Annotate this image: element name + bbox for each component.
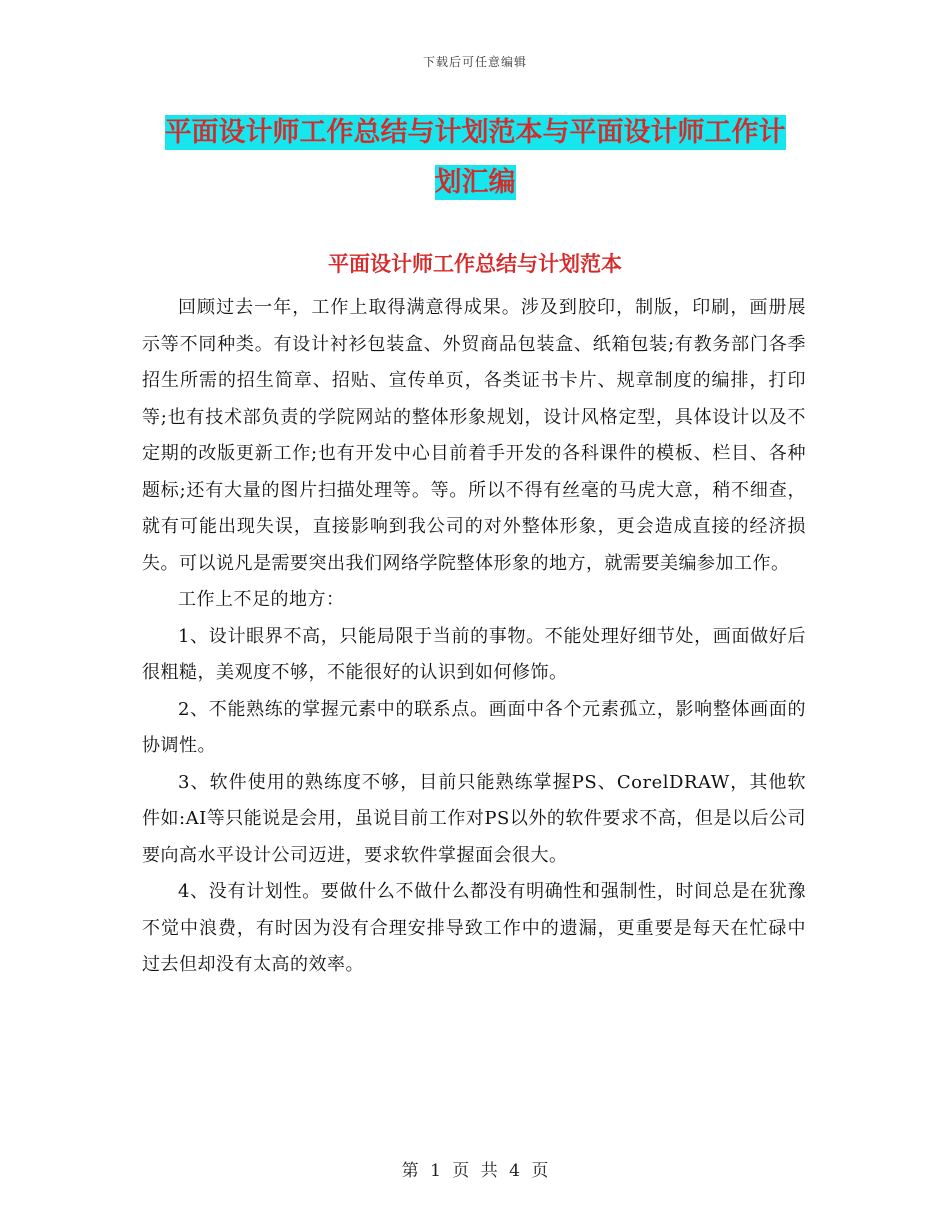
page-header: 下载后可任意编辑 (422, 55, 527, 69)
body-text (142, 290, 806, 984)
document-title-line-2 (0, 158, 950, 208)
paragraph-shortcoming-1: 1、设计眼界不高，只能局限于当前的事物。不能处理好细节处，画面做好后很粗糙，美观度不够，不能很好的认识到如何修饰。 (142, 625, 806, 683)
paragraph-shortcoming-4: 4、没有计划性。要做什么不做什么都没有明确性和强制性，时间总是在犹豫不觉中浪费，有时因为没有合理安排导致工作中的遗漏，更重要是每天在忙碌中过去但却没有太高的效率。 (142, 881, 806, 975)
document-title-highlight-1: 平面设计师工作总结与计划范本与平面设计师工作计 (164, 117, 786, 148)
document-title-highlight-2: 划汇编 (434, 167, 516, 198)
paragraph-shortcoming-2: 2、不能熟练的掌握元素中的联系点。画面中各个元素孤立，影响整体画面的协调性。 (142, 698, 806, 756)
paragraph-shortcomings-heading: 工作上不足的地方： (178, 589, 345, 610)
paragraph-review: 回顾过去一年，工作上取得满意得成果。涉及到胶印，制版，印刷，画册展示等不同种类。有设计衬衫包装盒、外贸商品包装盒、纸箱包装;有教务部门各季招生所需的招生简章、招贴、宣传单页，各类证书卡片、规章制度的编排，打印等;也有技术部负责的学院网站的整体形象规划，设计风格定型，具体设计以及不定期的改版更新工作;也有开发中心目前着手开发的各科课件的模板、栏目、各种题标;还有大量的图片扫描处理等。等。所以不得有丝毫的马虎大意，稍不细查，就有可能出现失误，直接影响到我公司的对外整体形象，更会造成直接的经济损失。可以说凡是需要突出我们网络学院整体形象的地方，就需要美编参加工作。 (142, 297, 806, 574)
page-footer: 第 1 页 共 4 页 (401, 1161, 549, 1181)
document-title-line-1 (0, 108, 950, 158)
document-title (0, 108, 950, 208)
section-title: 平面设计师工作总结与计划范本 (328, 252, 622, 276)
paragraph-shortcoming-3: 3、软件使用的熟练度不够，目前只能熟练掌握PS、CorelDRAW，其他软件如:AI等只能说是会用，虽说目前工作对PS以外的软件要求不高，但是以后公司要向高水平设计公司迈进，要求软件掌握面会很大。 (142, 771, 806, 866)
